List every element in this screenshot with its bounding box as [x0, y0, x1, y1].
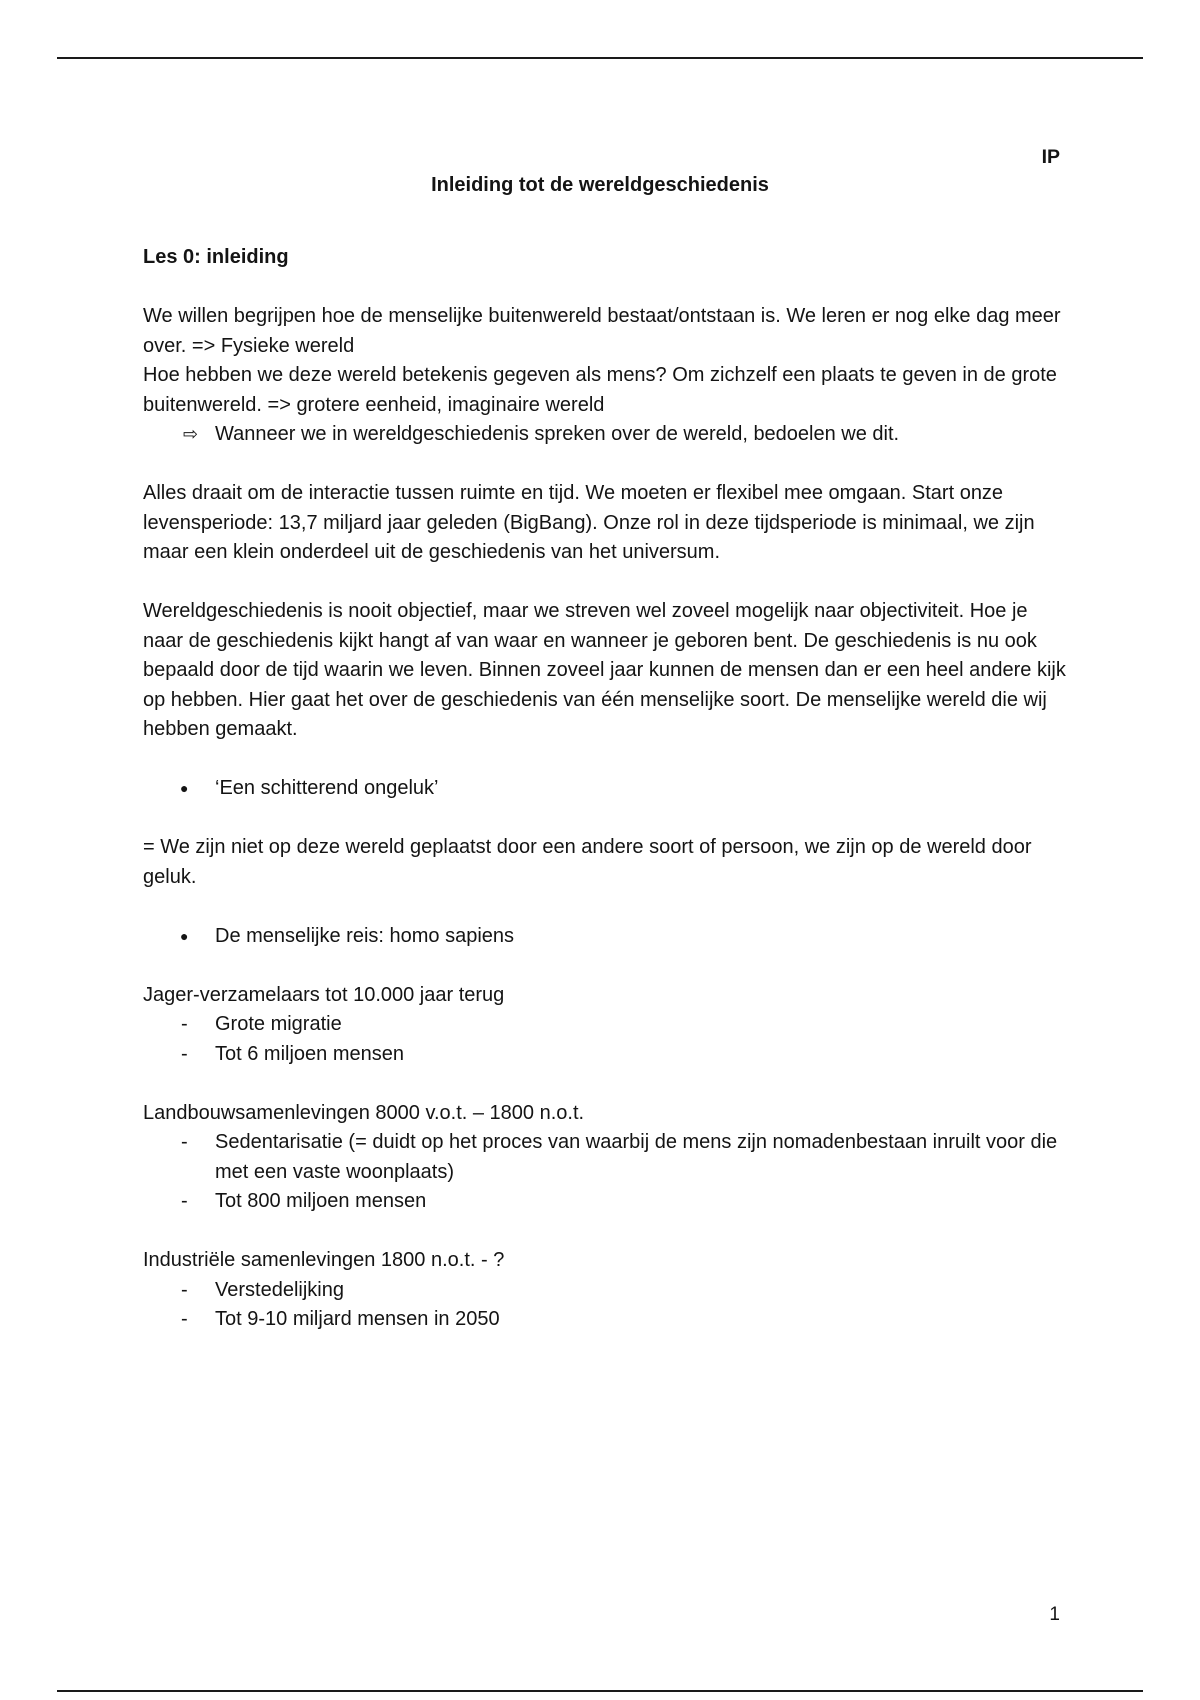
- bullet-item: [143, 922, 1068, 952]
- list-item: - Verstedelijking: [143, 1276, 1068, 1306]
- dash-marker: -: [181, 1278, 188, 1301]
- arrow-note: [183, 420, 1068, 450]
- paragraph-physical-world: We willen begrijpen hoe de menselijke buitenwereld bestaat/ontstaan is. We leren er nog elke dag meer over. => Fysieke wereld: [143, 305, 1061, 357]
- section-title-agricultural: Landbouwsamenlevingen 8000 v.o.t. – 1800 n.o.t.: [143, 1101, 585, 1124]
- list-item: - Sedentarisatie (= duidt op het proces van waarbij de mens zijn nomadenbestaan inruilt voor die met een vaste woonplaats): [143, 1128, 1068, 1187]
- bullet-item: [143, 774, 1068, 804]
- list-item: - Tot 6 miljoen mensen: [143, 1040, 1068, 1070]
- header-tag: IP: [1041, 146, 1060, 168]
- section-list-hunter-gatherers: [143, 1010, 1068, 1069]
- bottom-rule: [57, 1690, 1143, 1692]
- paragraph-block-1: [143, 302, 1068, 450]
- dash-marker: -: [181, 1042, 188, 1065]
- list-item: - Grote migratie: [143, 1010, 1068, 1040]
- bullet-text: ‘Een schitterend ongeluk’: [215, 777, 439, 799]
- list-item: - Tot 800 miljoen mensen: [143, 1187, 1068, 1217]
- section-list-industrial: [143, 1276, 1068, 1335]
- section-title-industrial: Industriële samenlevingen 1800 n.o.t. - ?: [143, 1249, 505, 1271]
- paragraph-luck: = We zijn niet op deze wereld geplaatst door een andere soort of persoon, we zijn op de wereld door geluk.: [143, 836, 1032, 888]
- paragraph-imaginary-world: Hoe hebben we deze wereld betekenis gegeven als mens? Om zichzelf een plaats te geven in de grote buitenwereld. => grotere eenheid, imaginaire wereld: [143, 364, 1057, 416]
- paragraph-objectivity: Wereldgeschiedenis is nooit objectief, maar we streven wel zoveel mogelijk naar objectiviteit. Hoe je naar de geschiedenis kijkt hangt af van waar en wanneer je geboren bent. De geschiedenis is nu ook bepaald door de tijd waarin we leven. Binnen zoveel jaar kunnen de mensen dan er een heel andere kijk op hebben. Hier gaat het over de geschiedenis van één menselijke soort. De menselijke wereld die wij hebben gemaakt.: [143, 600, 1066, 740]
- paragraph-space-time: Alles draait om de interactie tussen ruimte en tijd. We moeten er flexibel mee omgaan. Start onze levensperiode: 13,7 miljard jaar geleden (BigBang). Onze rol in deze tijdsperiode is minimaal, we zijn maar een klein onderdeel uit de geschiedenis van het universum.: [143, 482, 1035, 563]
- top-rule: [57, 57, 1143, 59]
- document-body: [143, 243, 1068, 1364]
- dash-marker: -: [181, 1131, 188, 1153]
- document-title: Inleiding tot de wereldgeschiedenis: [431, 174, 769, 196]
- section-list-agricultural: [143, 1128, 1068, 1217]
- section-title-hunter-gatherers: Jager-verzamelaars tot 10.000 jaar terug: [143, 983, 505, 1006]
- list-item: - Tot 9-10 miljard mensen in 2050: [143, 1305, 1068, 1335]
- lesson-heading: Les 0: inleiding: [143, 246, 289, 268]
- dash-marker: -: [181, 1190, 188, 1212]
- arrow-note-text: Wanneer we in wereldgeschiedenis spreken over de wereld, bedoelen we dit.: [215, 423, 900, 445]
- arrow-right-icon: ⇨: [183, 424, 199, 444]
- bullet-text: De menselijke reis: homo sapiens: [215, 924, 515, 947]
- page-number: 1: [1049, 1604, 1060, 1625]
- dash-marker: -: [181, 1308, 188, 1330]
- dash-marker: -: [181, 1013, 188, 1035]
- bullet-icon: ●: [180, 927, 189, 944]
- bullet-icon: ●: [180, 780, 189, 796]
